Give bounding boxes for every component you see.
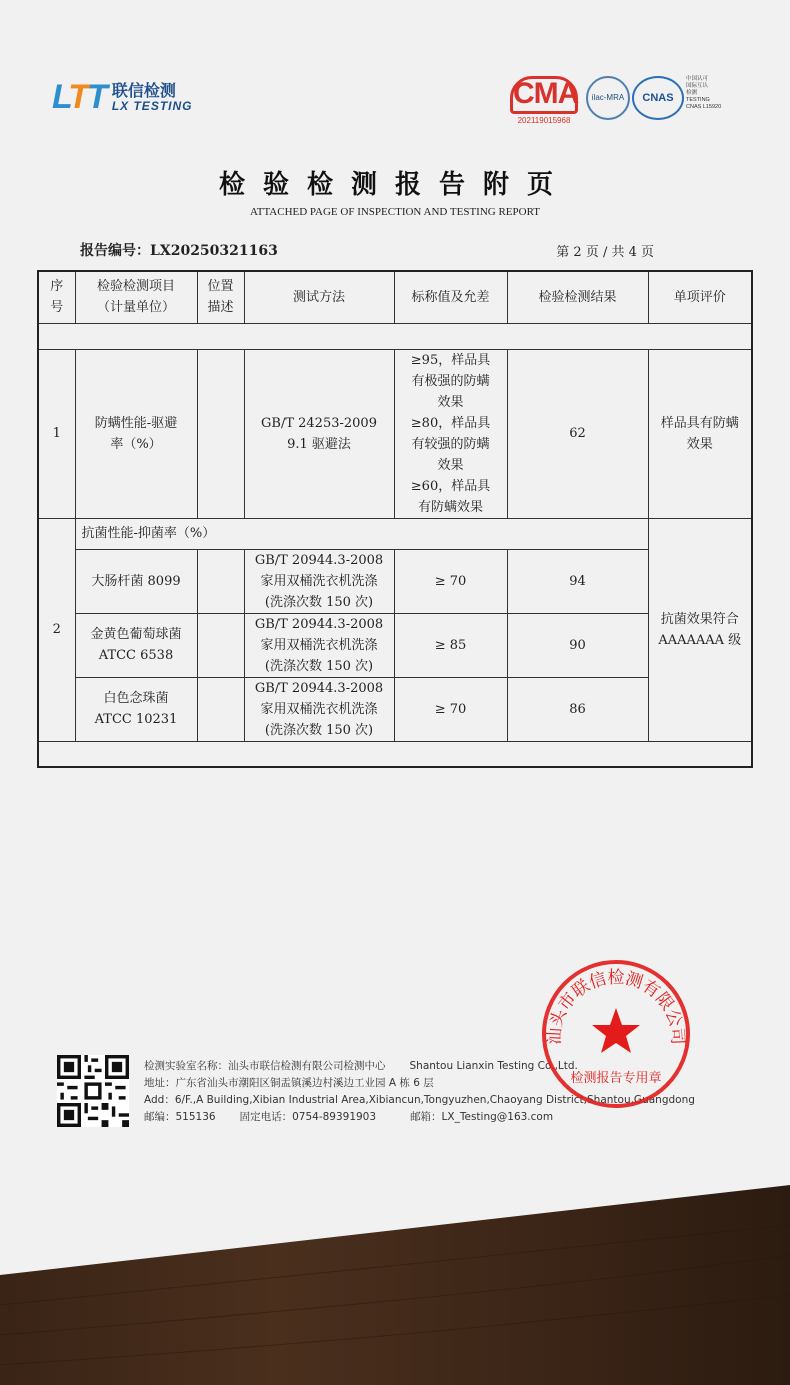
address-cn: 地址：广东省汕头市潮阳区铜盂镇溪边村溪边工业园 A 栋 6 层 [144,1077,434,1089]
email: 邮箱：LX_Testing@163.com [410,1111,554,1123]
row2-evaluation: 抗菌效果符合 AAAAAAA 级 [648,518,752,741]
header-evaluation: 单项评价 [648,271,752,323]
address-en: Add：6/F.,A Building,Xibian Industrial Area,Xibiancun,Tongyuzhen,Chaoyang District,Shantou,Guangdong [144,1094,695,1106]
row1-evaluation: 样品具有防螨 效果 [648,349,752,518]
qr-code-icon [57,1055,129,1127]
results-table [37,270,753,768]
logo-mark: LTT [52,78,106,116]
row1-position [197,349,244,518]
cma-mark [510,76,578,125]
header-standard: 标称值及允差 [394,271,507,323]
cma-number: 202119015968 [517,116,571,125]
table-row [38,518,752,549]
bacteria-name: 白色念珠菌 ATCC 10231 [75,677,197,741]
lx-testing-logo [52,78,192,117]
bacteria-method: GB/T 20944.3-2008 家用双桶洗衣机洗涤 (洗涤次数 150 次) [244,677,394,741]
bacteria-method: GB/T 20944.3-2008 家用双桶洗衣机洗涤 (洗涤次数 150 次) [244,549,394,613]
row1-result: 62 [507,349,648,518]
header-result: 检验检测结果 [507,271,648,323]
header-item: 检验检测项目 （计量单位） [75,271,197,323]
wood-background [0,1185,790,1385]
ilac-mra-logo: ilac-MRA [586,76,630,120]
table-row [38,677,752,741]
bacteria-name: 大肠杆菌 8099 [75,549,197,613]
header-method: 测试方法 [244,271,394,323]
cma-logo: CMA [510,76,578,114]
lab-name-en: Shantou Lianxin Testing Co.,Ltd. [409,1060,578,1072]
seal-ring-text: 汕头市联信检测有限公司 [544,968,688,1046]
row2-group-title: 抗菌性能-抑菌率（%） [75,518,648,549]
logo-name-en: LX TESTING [111,98,193,113]
bacteria-standard: ≥ 70 [394,549,507,613]
phone: 固定电话：0754-89391903 [239,1111,377,1123]
cnas-logo: CNAS [632,76,684,120]
page-title: 检验检测报告附页 [218,170,571,200]
table-row [38,549,752,613]
table-row [38,613,752,677]
row2-seq: 2 [38,518,75,741]
header-position: 位置 描述 [197,271,244,323]
bacteria-standard: ≥ 85 [394,613,507,677]
bacteria-method: GB/T 20944.3-2008 家用双桶洗衣机洗涤 (洗涤次数 150 次) [244,613,394,677]
seal-star-icon [592,1008,640,1053]
header-seq: 序 号 [38,271,75,323]
row1-seq: 1 [38,349,75,518]
bacteria-standard: ≥ 70 [394,677,507,741]
bacteria-name: 金黄色葡萄球菌 ATCC 6538 [75,613,197,677]
bacteria-result: 86 [507,677,648,741]
row1-standard: ≥95，样品具 有极强的防螨 效果 ≥80，样品具 有较强的防螨 效果 ≥60，样品具 有防螨效果 [394,349,507,518]
postcode: 邮编：515136 [144,1111,216,1123]
report-header [0,0,790,150]
page-number: 第 2 页 / 共 4 页 [556,245,654,260]
row1-method: GB/T 24253-2009 9.1 驱避法 [244,349,394,518]
logo-name-cn: 联信检测 [111,81,176,101]
table-header-row [38,271,752,323]
bacteria-result: 94 [507,549,648,613]
table-row [38,349,752,518]
official-seal [540,958,692,1110]
cnas-caption: 中国认可 国际互认 检测 TESTING CNAS L15920 [686,76,722,110]
seal-bottom-text: 检测报告专用章 [570,1071,662,1086]
bacteria-result: 90 [507,613,648,677]
page-title-en: ATTACHED PAGE OF INSPECTION AND TESTING REPORT [250,206,540,218]
spacer-row [38,323,752,349]
lab-name: 检测实验室名称：汕头市联信检测有限公司检测中心 [144,1060,386,1072]
spacer-row [38,741,752,767]
report-number: 报告编号：LX20250321163 [80,243,278,259]
row1-item: 防螨性能-驱避 率（%） [75,349,197,518]
